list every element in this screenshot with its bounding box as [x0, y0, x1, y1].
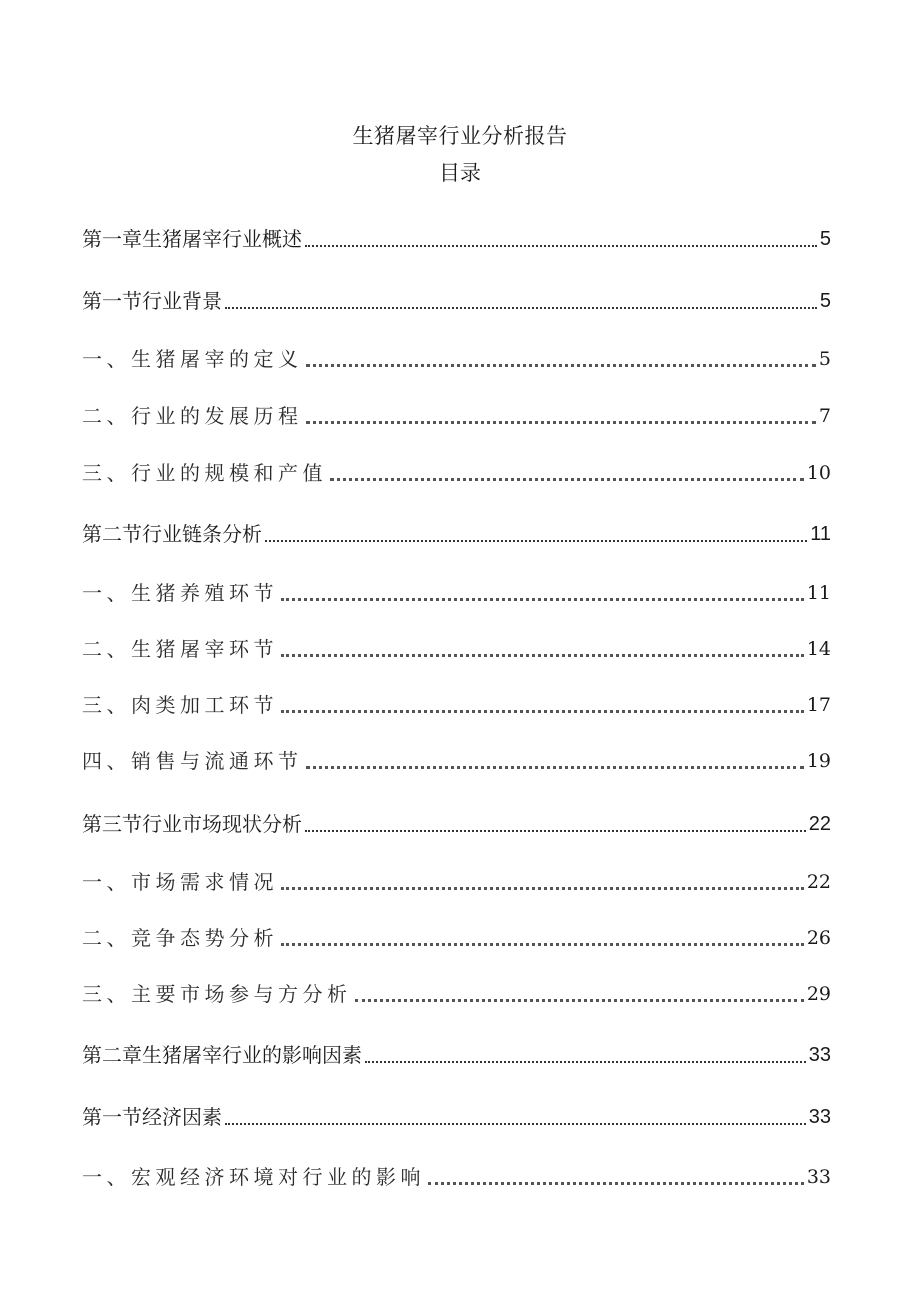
toc-entry-label: 三、行业的规模和产值 — [82, 461, 327, 485]
toc-entry[interactable] — [82, 456, 831, 486]
toc-page-number: 7 — [818, 405, 831, 427]
toc-entry[interactable] — [82, 807, 831, 837]
table-of-contents — [82, 0, 831, 1301]
toc-entry[interactable] — [82, 921, 831, 951]
toc-entry-label: 二、行业的发展历程 — [82, 404, 303, 428]
toc-entry[interactable] — [82, 632, 831, 662]
toc-entry-label: 第一节经济因素 — [82, 1105, 222, 1129]
toc-dot-leader — [281, 692, 804, 718]
toc-entry[interactable] — [82, 342, 831, 372]
toc-entry-label: 四、销售与流通环节 — [82, 749, 303, 773]
toc-page-number: 26 — [806, 927, 831, 949]
toc-entry[interactable] — [82, 1160, 831, 1190]
document-title: 生猪屠宰行业分析报告 — [352, 124, 568, 148]
toc-dot-leader — [428, 1164, 804, 1190]
toc-page-number: 22 — [806, 871, 831, 893]
toc-entry-label: 三、肉类加工环节 — [82, 693, 278, 717]
toc-dot-leader — [365, 1042, 806, 1068]
toc-page-number: 5 — [819, 290, 831, 312]
toc-page-number: 5 — [818, 348, 831, 370]
toc-page-number: 33 — [808, 1106, 831, 1128]
toc-entry-label: 三、主要市场参与方分析 — [82, 982, 352, 1006]
toc-page-number: 11 — [810, 523, 831, 545]
toc-page-number: 14 — [806, 638, 831, 660]
toc-dot-leader — [355, 981, 804, 1007]
toc-entry[interactable] — [82, 1038, 831, 1068]
toc-entry[interactable] — [82, 744, 831, 774]
toc-entry[interactable] — [82, 517, 831, 547]
toc-entry[interactable] — [82, 977, 831, 1007]
toc-entry-label: 二、生猪屠宰环节 — [82, 637, 278, 661]
toc-entry-label: 第二章生猪屠宰行业的影响因素 — [82, 1043, 362, 1067]
toc-page-number: 22 — [808, 813, 831, 835]
toc-page-number: 5 — [819, 228, 831, 250]
toc-dot-leader — [306, 346, 816, 372]
toc-page-number: 33 — [808, 1044, 831, 1066]
toc-entry-label: 一、市场需求情况 — [82, 870, 278, 894]
toc-entry-label: 第一节行业背景 — [82, 289, 222, 313]
toc-entry-label: 二、竞争态势分析 — [82, 926, 278, 950]
toc-entry[interactable] — [82, 399, 831, 429]
toc-entry[interactable] — [82, 576, 831, 606]
toc-page-number: 29 — [806, 983, 831, 1005]
toc-dot-leader — [225, 288, 817, 314]
toc-entry-label: 第二节行业链条分析 — [82, 522, 262, 546]
toc-dot-leader — [225, 1104, 806, 1130]
toc-page-number: 17 — [806, 694, 831, 716]
toc-entry[interactable] — [82, 688, 831, 718]
toc-entry-label: 一、生猪屠宰的定义 — [82, 347, 303, 371]
toc-entry[interactable] — [82, 865, 831, 895]
toc-dot-leader — [305, 811, 806, 837]
toc-entry-label: 第三节行业市场现状分析 — [82, 812, 302, 836]
toc-page-number: 33 — [806, 1166, 831, 1188]
toc-dot-leader — [330, 460, 804, 486]
toc-entry-label: 第一章生猪屠宰行业概述 — [82, 227, 302, 251]
toc-page-number: 11 — [806, 582, 831, 604]
toc-heading: 目录 — [439, 161, 481, 185]
toc-entry[interactable] — [82, 284, 831, 314]
toc-dot-leader — [281, 580, 804, 606]
toc-entry-label: 一、宏观经济环境对行业的影响 — [82, 1165, 425, 1189]
toc-dot-leader — [281, 636, 804, 662]
toc-dot-leader — [281, 869, 804, 895]
toc-entry[interactable] — [82, 222, 831, 252]
toc-dot-leader — [281, 925, 804, 951]
toc-entry[interactable] — [82, 1100, 831, 1130]
toc-page-number: 10 — [806, 462, 831, 484]
toc-dot-leader — [265, 521, 807, 547]
toc-dot-leader — [306, 748, 804, 774]
toc-entry-label: 一、生猪养殖环节 — [82, 581, 278, 605]
toc-dot-leader — [306, 403, 816, 429]
toc-dot-leader — [305, 226, 817, 252]
toc-page-number: 19 — [806, 750, 831, 772]
